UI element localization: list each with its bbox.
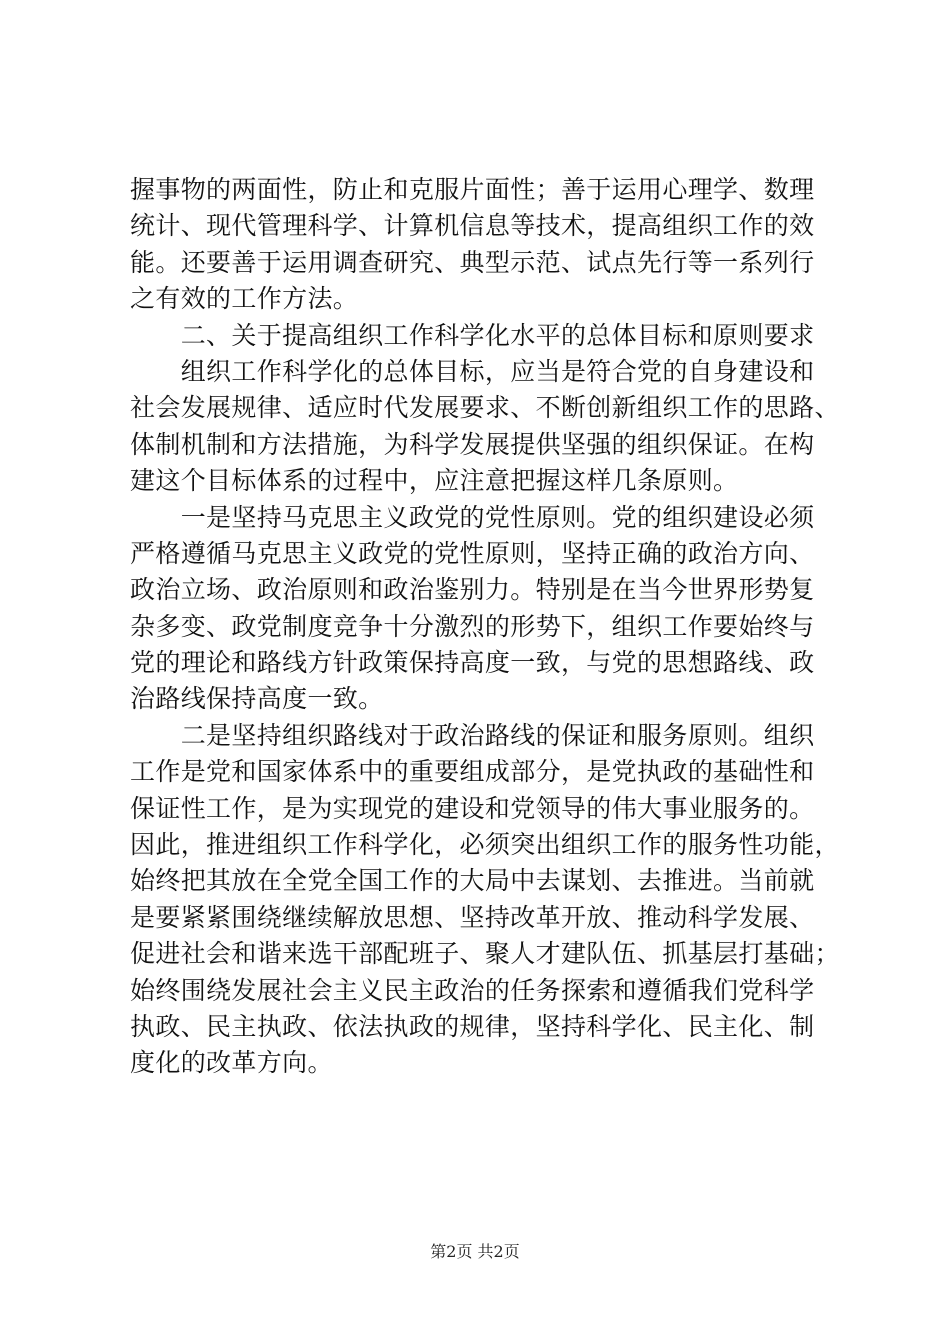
text-line: 握事物的两面性，防止和克服片面性；善于运用心理学、数理: [130, 175, 815, 204]
text-line: 社会发展规律、适应时代发展要求、不断创新组织工作的思路、: [130, 393, 840, 423]
page-footer: 第2页 共2页: [430, 1242, 520, 1261]
text-line: 能。还要善于运用调查研究、典型示范、试点先行等一系列行: [130, 247, 815, 277]
text-line: 二、关于提高组织工作科学化水平的总体目标和原则要求: [130, 320, 815, 350]
text-line: 体制机制和方法措施，为科学发展提供坚强的组织保证。在构: [130, 429, 815, 459]
text-line: 统计、现代管理科学、计算机信息等技术，提高组织工作的效: [130, 211, 815, 241]
text-line: 一是坚持马克思主义政党的党性原则。党的组织建设必须: [130, 502, 815, 532]
text-line: 工作是党和国家体系中的重要组成部分，是党执政的基础性和: [130, 757, 815, 787]
text-line: 之有效的工作方法。: [130, 284, 359, 314]
text-line: 二是坚持组织路线对于政治路线的保证和服务原则。组织: [130, 720, 815, 750]
text-line: 度化的改革方向。: [130, 1048, 333, 1078]
text-line: 执政、民主执政、依法执政的规律，坚持科学化、民主化、制: [130, 1011, 815, 1041]
text-line: 是要紧紧围绕继续解放思想、坚持改革开放、推动科学发展、: [130, 902, 815, 932]
text-line: 严格遵循马克思主义政党的党性原则，坚持正确的政治方向、: [130, 538, 815, 568]
text-line: 建这个目标体系的过程中，应注意把握这样几条原则。: [130, 466, 739, 496]
text-line: 因此，推进组织工作科学化，必须突出组织工作的服务性功能，: [130, 830, 840, 860]
text-line: 杂多变、政党制度竞争十分激烈的形势下，组织工作要始终与: [130, 611, 815, 641]
text-line: 促进社会和谐来选干部配班子、聚人才建队伍、抓基层打基础；: [130, 939, 840, 969]
text-line: 党的理论和路线方针政策保持高度一致，与党的思想路线、政: [130, 648, 815, 678]
text-line: 政治立场、政治原则和政治鉴别力。特别是在当今世界形势复: [130, 575, 815, 605]
text-line: 始终围绕发展社会主义民主政治的任务探索和遵循我们党科学: [130, 975, 815, 1005]
text-line: 治路线保持高度一致。: [130, 684, 384, 714]
text-line: 始终把其放在全党全国工作的大局中去谋划、去推进。当前就: [130, 866, 815, 896]
body-text: [130, 172, 840, 1082]
text-line: 保证性工作，是为实现党的建设和党领导的伟大事业服务的。: [130, 793, 815, 823]
text-line: 组织工作科学化的总体目标，应当是符合党的自身建设和: [130, 356, 815, 386]
